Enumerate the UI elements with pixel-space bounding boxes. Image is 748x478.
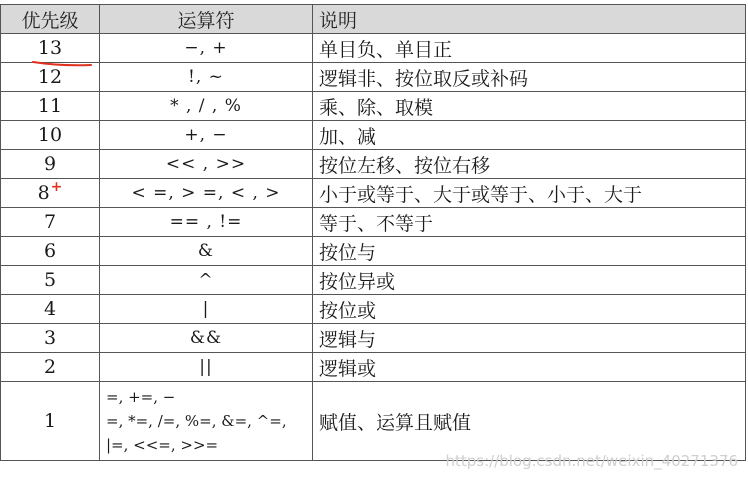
priority-cell: 10 [1,121,100,150]
operator-cell: | [100,295,313,324]
operator-cell: −, + [100,34,313,63]
table-row [1,295,746,324]
description-cell: 按位或 [313,295,746,324]
operator-cell-multiline [100,382,313,461]
description-cell: 赋值、运算且赋值 [313,382,746,461]
operator-line: =, +=, − [106,388,176,406]
priority-value: 13 [37,37,63,59]
description-cell: 加、减 [313,121,746,150]
table-row [1,382,746,461]
header-description: 说明 [313,5,746,34]
operator-cell: && [100,324,313,353]
priority-cell: 5 [1,266,100,295]
header-operator: 运算符 [100,5,313,34]
table-row [1,150,746,179]
operator-precedence-table [0,4,746,461]
operator-cell: == , != [100,208,313,237]
priority-cell: 4 [1,295,100,324]
operator-cell: & [100,237,313,266]
table-row [1,34,746,63]
table-row [1,179,746,208]
table-row [1,92,746,121]
priority-cell: 6 [1,237,100,266]
operator-cell: * , / , % [100,92,313,121]
table-row [1,208,746,237]
description-cell: 按位左移、按位右移 [313,150,746,179]
priority-cell [1,34,100,63]
priority-cell: 2 [1,353,100,382]
priority-cell: 11 [1,92,100,121]
operator-cell: ^ [100,266,313,295]
operator-line: |=, <<=, >>= [106,436,219,454]
operator-cell: !, ~ [100,63,313,92]
priority-cell: 12 [1,63,100,92]
priority-cell: 1 [1,382,100,461]
description-cell: 单目负、单目正 [313,34,746,63]
description-cell: 逻辑非、按位取反或补码 [313,63,746,92]
description-cell: 逻辑与 [313,324,746,353]
table-row [1,237,746,266]
description-cell: 逻辑或 [313,353,746,382]
priority-cell: 7 [1,208,100,237]
operator-cell: << , >> [100,150,313,179]
priority-cell: 3 [1,324,100,353]
operator-precedence-table-container [0,4,748,461]
description-cell: 按位异或 [313,266,746,295]
table-row [1,63,746,92]
table-row [1,266,746,295]
operator-cell: < =, > =, < , > [100,179,313,208]
description-cell: 乘、除、取模 [313,92,746,121]
priority-cell: 9 [1,150,100,179]
table-row [1,324,746,353]
description-cell: 小于或等于、大于或等于、小于、大于 [313,179,746,208]
table-row [1,121,746,150]
table-header-row [1,5,746,34]
description-cell: 按位与 [313,237,746,266]
header-priority: 优先级 [1,5,100,34]
blog-watermark: https://blog.csdn.net/weixin_40271376 [445,452,738,470]
priority-value: 8 [37,182,50,204]
priority-cell [1,179,100,208]
operator-cell: +, − [100,121,313,150]
red-plus-mark: + [50,179,63,195]
operator-line: =, *=, /=, %=, &=, ^=, [106,412,287,430]
operator-cell: || [100,353,313,382]
description-cell: 等于、不等于 [313,208,746,237]
table-row [1,353,746,382]
